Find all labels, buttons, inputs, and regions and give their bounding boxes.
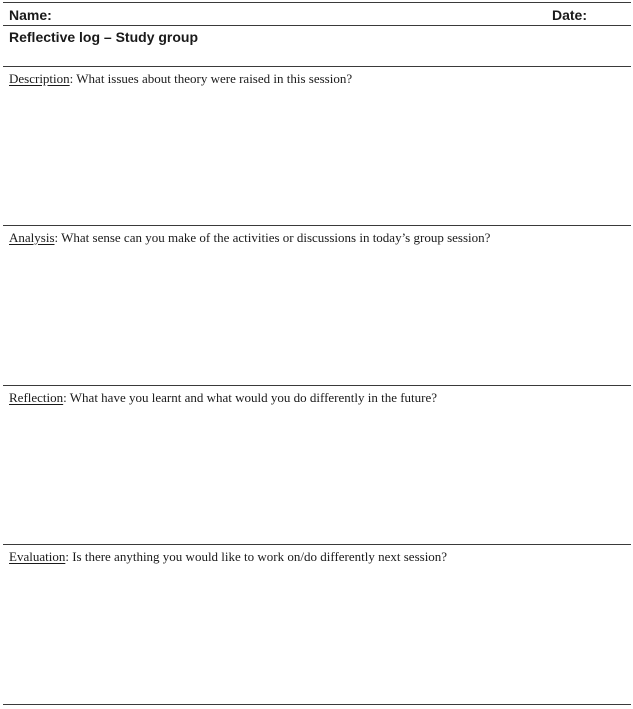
- answer-area[interactable]: [3, 89, 631, 223]
- section-keyword: Analysis: [9, 230, 55, 245]
- header-row: [3, 2, 631, 26]
- section-question: : What sense can you make of the activities or discussions in today’s group session?: [54, 230, 491, 245]
- section-question: : What have you learnt and what would you do differently in the future?: [63, 390, 438, 405]
- section-description: [3, 67, 631, 225]
- bottom-rule: [3, 704, 631, 705]
- section-question: : What issues about theory were raised in this session?: [69, 71, 353, 86]
- answer-area[interactable]: [3, 248, 631, 383]
- section-keyword: Evaluation: [9, 549, 66, 564]
- section-evaluation: [3, 545, 631, 703]
- section-keyword: Reflection: [9, 390, 64, 405]
- section-analysis: [3, 226, 631, 385]
- section-prompt: [9, 230, 490, 245]
- name-label: Name:: [9, 7, 52, 23]
- section-keyword: Description: [9, 71, 70, 86]
- answer-area[interactable]: [3, 567, 631, 701]
- date-label: Date:: [552, 7, 588, 23]
- section-question: : Is there anything you would like to work on/do differently next session?: [65, 549, 448, 564]
- section-prompt: [9, 71, 352, 86]
- answer-area[interactable]: [3, 408, 631, 542]
- form-title: Reflective log – Study group: [9, 29, 199, 45]
- section-prompt: [9, 390, 437, 405]
- reflective-log-form: [3, 2, 631, 705]
- section-reflection: [3, 386, 631, 544]
- section-prompt: [9, 549, 447, 564]
- header-rule: [3, 25, 631, 26]
